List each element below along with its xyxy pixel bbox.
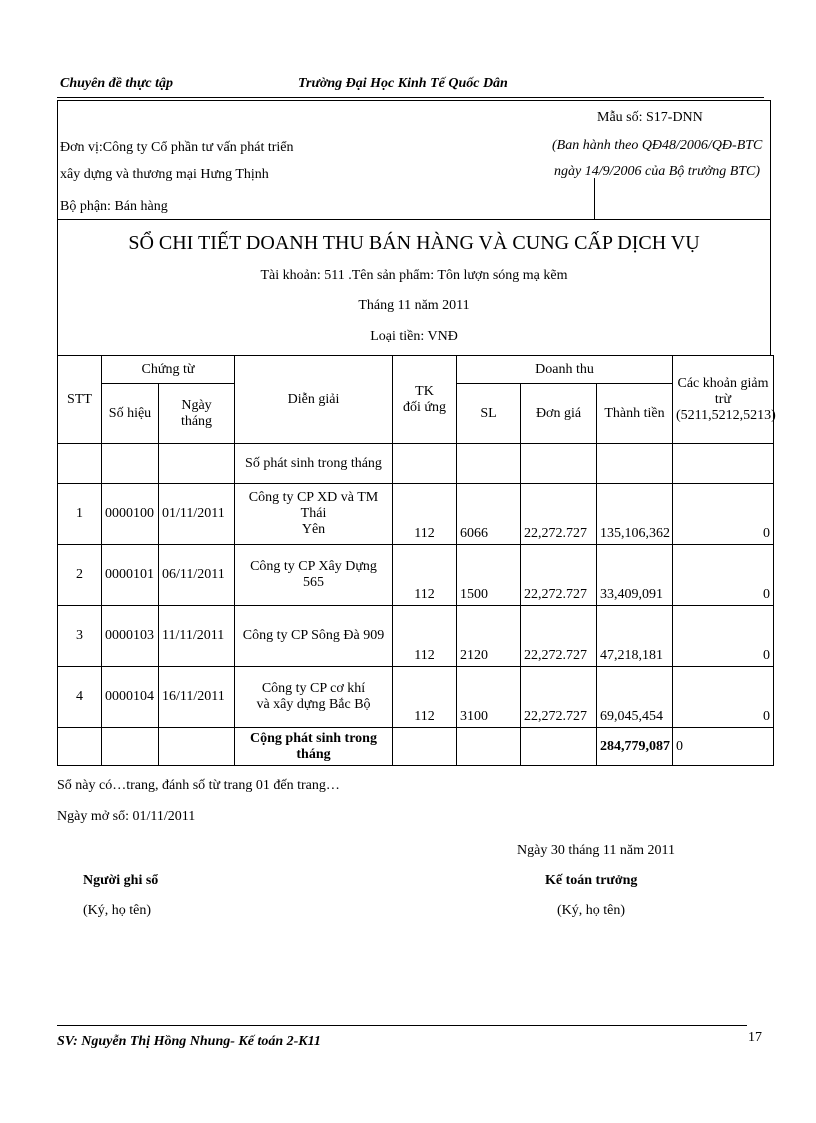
col-description: Diễn giải — [235, 356, 393, 444]
decision-line-1: (Ban hành theo QĐ48/2006/QĐ-BTC — [552, 138, 763, 153]
currency-line: Loại tiền: VNĐ — [370, 329, 458, 344]
page-number: 17 — [748, 1030, 762, 1045]
col-account-line-1: TK — [415, 383, 434, 399]
total-label: Cộng phát sinh trong tháng — [235, 728, 393, 766]
opening-row — [58, 444, 774, 484]
row-account: 112 — [393, 606, 457, 667]
info-bottom-rule — [57, 219, 771, 220]
month-line: Tháng 11 năm 2011 — [358, 298, 470, 313]
total-row — [58, 728, 774, 766]
col-account — [393, 356, 457, 444]
col-voucher: Chứng từ — [102, 356, 235, 384]
row-amount: 47,218,181 — [597, 606, 673, 667]
row-deduction: 0 — [673, 484, 774, 545]
row-deduction: 0 — [673, 667, 774, 728]
info-divider — [594, 178, 595, 220]
header-rule — [57, 97, 764, 98]
recorder-sign-note: (Ký, họ tên) — [83, 903, 152, 918]
chief-sign-note: (Ký, họ tên) — [557, 903, 626, 918]
chief-accountant-title: Kế toán trưởng — [545, 873, 638, 888]
footer-student: SV: Nguyễn Thị Hồng Nhung- Kế toán 2-K11 — [57, 1034, 321, 1049]
table-row — [58, 667, 774, 728]
department: Bộ phận: Bán hàng — [60, 199, 168, 214]
col-deductions-line-3: (5211,5212,5213) — [676, 407, 776, 423]
row-description-line-1: Công ty CP Sông Đà 909 — [242, 628, 385, 643]
table-row — [58, 545, 774, 606]
row-unit-price: 22,272.727 — [521, 667, 597, 728]
unit-line-2: xây dựng và thương mại Hưng Thịnh — [60, 167, 269, 182]
col-qty: SL — [457, 384, 521, 444]
col-voucher-date-line-2: tháng — [180, 413, 213, 429]
row-voucher-date: 06/11/2011 — [159, 545, 235, 606]
row-deduction: 0 — [673, 545, 774, 606]
row-voucher-no: 0000104 — [102, 667, 159, 728]
opening-row-description: Số phát sinh trong tháng — [235, 444, 393, 484]
row-amount: 135,106,362 — [597, 484, 673, 545]
row-voucher-no: 0000100 — [102, 484, 159, 545]
signature-date: Ngày 30 tháng 11 năm 2011 — [517, 843, 675, 858]
row-description-line-1: Công ty CP XD và TM Thái — [248, 490, 379, 521]
row-voucher-date: 11/11/2011 — [159, 606, 235, 667]
total-amount: 284,779,087 — [597, 728, 673, 766]
total-deduction: 0 — [673, 728, 774, 766]
table-row — [58, 484, 774, 545]
footer-rule — [57, 1025, 747, 1026]
recorder-title: Người ghi sổ — [83, 873, 159, 888]
col-amount: Thành tiền — [597, 384, 673, 444]
row-deduction: 0 — [673, 606, 774, 667]
row-stt: 4 — [58, 667, 102, 728]
row-description — [235, 667, 393, 728]
col-deductions-line-2: trừ — [714, 391, 732, 407]
row-qty: 3100 — [457, 667, 521, 728]
row-unit-price: 22,272.727 — [521, 545, 597, 606]
col-revenue: Doanh thu — [457, 356, 673, 384]
row-qty: 1500 — [457, 545, 521, 606]
col-voucher-date-line-1: Ngày — [181, 397, 212, 413]
row-description-line-2: và xây dựng Bắc Bộ — [256, 697, 371, 712]
row-account: 112 — [393, 667, 457, 728]
row-description-line-1: Công ty CP cơ khí — [261, 681, 366, 696]
row-account: 112 — [393, 484, 457, 545]
row-unit-price: 22,272.727 — [521, 484, 597, 545]
row-stt: 2 — [58, 545, 102, 606]
revenue-ledger-table — [57, 355, 774, 766]
col-deductions — [673, 356, 774, 444]
ledger-title: SỔ CHI TIẾT DOANH THU BÁN HÀNG VÀ CUNG CẤP DỊCH VỤ — [128, 232, 700, 254]
col-deductions-line-1: Các khoản giảm — [677, 375, 769, 391]
open-date-note: Ngày mở sổ: 01/11/2011 — [57, 809, 196, 824]
row-qty: 2120 — [457, 606, 521, 667]
col-account-line-2: đối ứng — [403, 399, 446, 415]
header-left: Chuyên đề thực tập — [60, 76, 174, 91]
account-line: Tài khoản: 511 .Tên sản phẩm: Tôn lượn sóng mạ kẽm — [260, 268, 568, 283]
row-unit-price: 22,272.727 — [521, 606, 597, 667]
col-unit-price: Đơn giá — [521, 384, 597, 444]
row-description-line-2: Yên — [301, 522, 326, 537]
row-account: 112 — [393, 545, 457, 606]
row-amount: 69,045,454 — [597, 667, 673, 728]
pages-note: Sổ này có…trang, đánh số từ trang 01 đến trang… — [57, 778, 340, 793]
row-description — [235, 545, 393, 606]
row-description-line-1: Công ty CP Xây Dựng 565 — [250, 559, 377, 590]
decision-line-2: ngày 14/9/2006 của Bộ trưởng BTC) — [554, 164, 761, 179]
col-voucher-no: Số hiệu — [102, 384, 159, 444]
table-row — [58, 606, 774, 667]
row-voucher-date: 01/11/2011 — [159, 484, 235, 545]
col-stt: STT — [58, 356, 102, 444]
row-stt: 1 — [58, 484, 102, 545]
row-description — [235, 606, 393, 667]
header-center: Trường Đại Học Kinh Tế Quốc Dân — [298, 76, 508, 91]
row-voucher-no: 0000103 — [102, 606, 159, 667]
row-stt: 3 — [58, 606, 102, 667]
row-voucher-date: 16/11/2011 — [159, 667, 235, 728]
row-qty: 6066 — [457, 484, 521, 545]
col-voucher-date — [159, 384, 235, 444]
form-code: Mẫu số: S17-DNN — [597, 110, 703, 125]
row-voucher-no: 0000101 — [102, 545, 159, 606]
row-description — [235, 484, 393, 545]
row-amount: 33,409,091 — [597, 545, 673, 606]
unit-line-1: Đơn vị:Công ty Cổ phần tư vấn phát triển — [60, 140, 294, 155]
